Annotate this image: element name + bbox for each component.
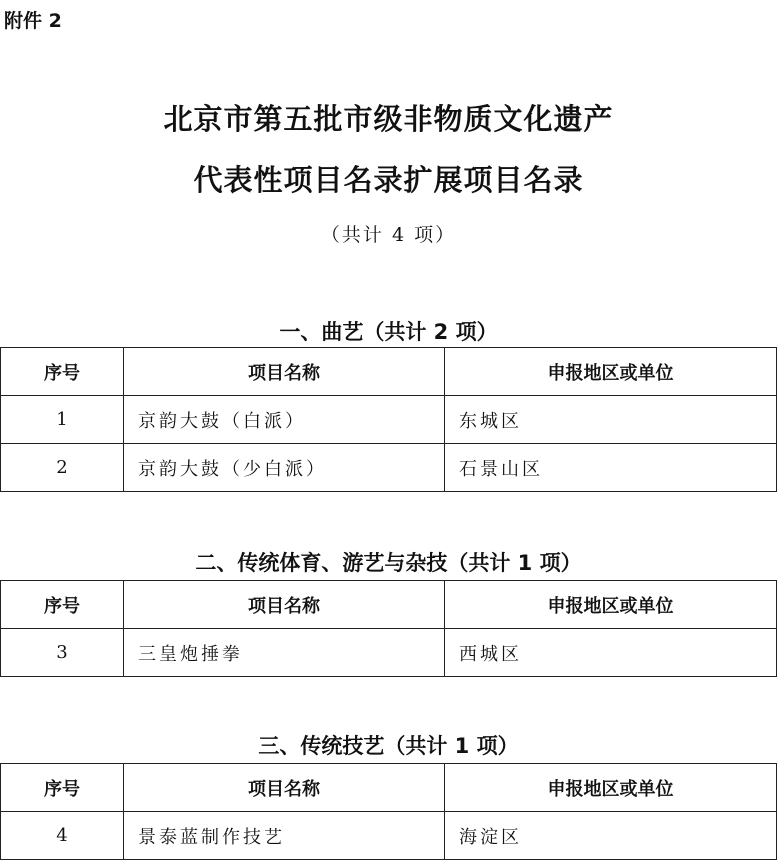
header-region: 申报地区或单位 xyxy=(445,348,777,396)
cell-seq: 1 xyxy=(1,396,124,444)
table-header-row xyxy=(1,348,777,396)
header-seq: 序号 xyxy=(1,764,124,812)
cell-region: 石景山区 xyxy=(445,444,777,492)
cell-region: 西城区 xyxy=(445,629,777,677)
cell-seq: 2 xyxy=(1,444,124,492)
table-header-row xyxy=(1,581,777,629)
attachment-label: 附件 2 xyxy=(4,10,62,32)
table-row xyxy=(1,396,777,444)
header-seq: 序号 xyxy=(1,581,124,629)
cell-region: 东城区 xyxy=(445,396,777,444)
document-title-line2: 代表性项目名录扩展项目名录 xyxy=(193,163,584,197)
section-title-crafts: 三、传统技艺（共计 1 项） xyxy=(258,734,519,758)
table-row xyxy=(1,629,777,677)
section-table-crafts xyxy=(0,763,777,860)
section-table-quyi xyxy=(0,347,777,492)
total-count: （共计 4 项） xyxy=(320,224,457,246)
header-seq: 序号 xyxy=(1,348,124,396)
cell-name: 京韵大鼓（少白派） xyxy=(124,444,445,492)
header-name: 项目名称 xyxy=(124,764,445,812)
header-name: 项目名称 xyxy=(124,348,445,396)
cell-name: 景泰蓝制作技艺 xyxy=(124,812,445,860)
cell-seq: 4 xyxy=(1,812,124,860)
cell-name: 三皇炮捶拳 xyxy=(124,629,445,677)
document-title-line1: 北京市第五批市级非物质文化遗产 xyxy=(163,102,614,136)
section-table-sports xyxy=(0,580,777,677)
section-title-sports: 二、传统体育、游艺与杂技（共计 1 项） xyxy=(195,551,582,575)
cell-name: 京韵大鼓（白派） xyxy=(124,396,445,444)
table-header-row xyxy=(1,764,777,812)
header-name: 项目名称 xyxy=(124,581,445,629)
section-title-quyi: 一、曲艺（共计 2 项） xyxy=(279,320,498,344)
cell-seq: 3 xyxy=(1,629,124,677)
header-region: 申报地区或单位 xyxy=(445,764,777,812)
table-row xyxy=(1,444,777,492)
header-region: 申报地区或单位 xyxy=(445,581,777,629)
cell-region: 海淀区 xyxy=(445,812,777,860)
table-row xyxy=(1,812,777,860)
